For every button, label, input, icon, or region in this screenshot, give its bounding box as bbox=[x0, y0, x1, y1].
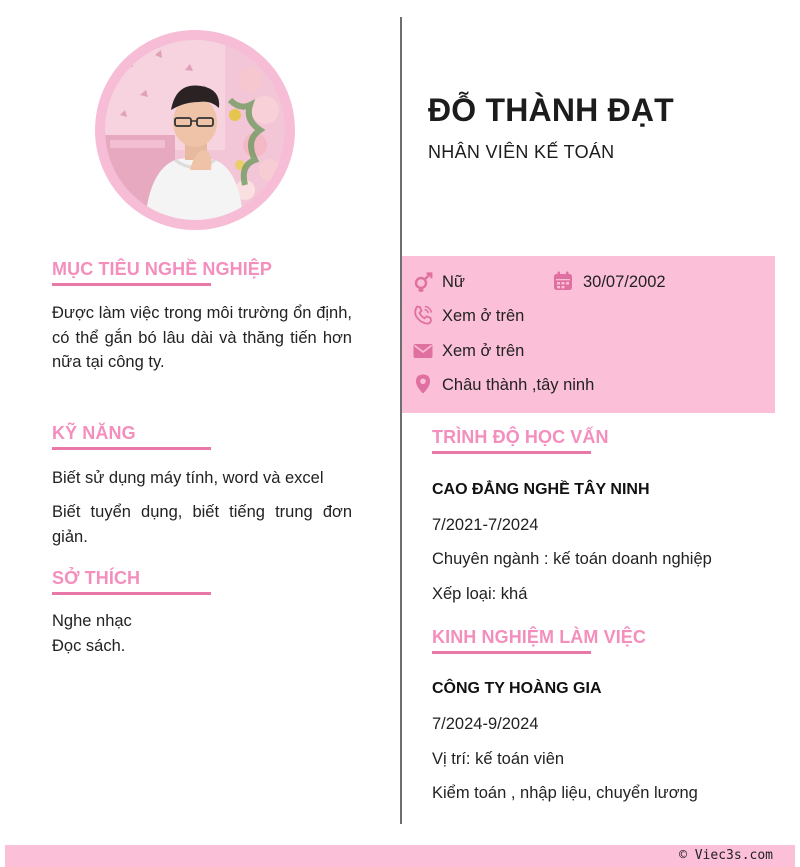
objective-underline bbox=[52, 283, 211, 286]
objective-text: Được làm việc trong môi trường ổn định, có thể gắn bó lâu dài và thăng tiến hơn nữa tại công ty. bbox=[52, 304, 352, 371]
hobby-item: Đọc sách. bbox=[52, 637, 126, 655]
skills-title: KỸ NĂNG bbox=[52, 423, 136, 443]
email-text: Xem ở trên bbox=[442, 342, 525, 360]
candidate-name: ĐỖ THÀNH ĐẠT bbox=[428, 92, 674, 128]
avatar bbox=[105, 40, 285, 220]
school-name: CAO ĐẲNG NGHỀ TÂY NINH bbox=[432, 481, 650, 498]
skills-underline bbox=[52, 447, 211, 450]
column-divider bbox=[400, 17, 402, 824]
experience-underline bbox=[432, 651, 591, 654]
hobbies-underline bbox=[52, 592, 211, 595]
skill-item: Biết tuyển dụng, biết tiếng trung đơn giản. bbox=[52, 503, 352, 546]
skill-item: Biết sử dụng máy tính, word và excel bbox=[52, 469, 324, 487]
footer-bar bbox=[5, 845, 795, 867]
gender-icon bbox=[413, 272, 433, 292]
hobbies-title: SỞ THÍCH bbox=[52, 568, 141, 588]
location-icon bbox=[413, 374, 433, 394]
phone-text: Xem ở trên bbox=[442, 307, 525, 325]
experience-period: 7/2024-9/2024 bbox=[432, 715, 539, 733]
experience-title: KINH NGHIỆM LÀM VIỆC bbox=[432, 627, 647, 647]
avatar-photo bbox=[105, 40, 285, 220]
education-underline bbox=[432, 451, 591, 454]
education-major: Chuyên ngành : kế toán doanh nghiệp bbox=[432, 550, 712, 568]
experience-duties: Kiểm toán , nhập liệu, chuyển lương bbox=[432, 784, 698, 802]
job-title: NHÂN VIÊN KẾ TOÁN bbox=[428, 142, 615, 162]
contact-panel bbox=[402, 256, 775, 413]
education-grade: Xếp loại: khá bbox=[432, 585, 528, 603]
avatar-frame bbox=[95, 30, 295, 230]
education-period: 7/2021-7/2024 bbox=[432, 516, 539, 534]
experience-position: Vị trí: kế toán viên bbox=[432, 750, 565, 768]
footer-credit: © Viec3s.com bbox=[679, 848, 773, 863]
calendar-icon bbox=[553, 271, 573, 291]
education-title: TRÌNH ĐỘ HỌC VẤN bbox=[432, 427, 609, 447]
birthdate-text: 30/07/2002 bbox=[583, 273, 666, 291]
email-icon bbox=[413, 341, 433, 361]
phone-icon bbox=[413, 305, 433, 325]
hobby-item: Nghe nhạc bbox=[52, 612, 132, 630]
gender-text: Nữ bbox=[442, 273, 465, 291]
objective-title: MỤC TIÊU NGHỀ NGHIỆP bbox=[52, 259, 273, 279]
address-text: Châu thành ,tây ninh bbox=[442, 376, 595, 394]
company-name: CÔNG TY HOÀNG GIA bbox=[432, 680, 602, 697]
